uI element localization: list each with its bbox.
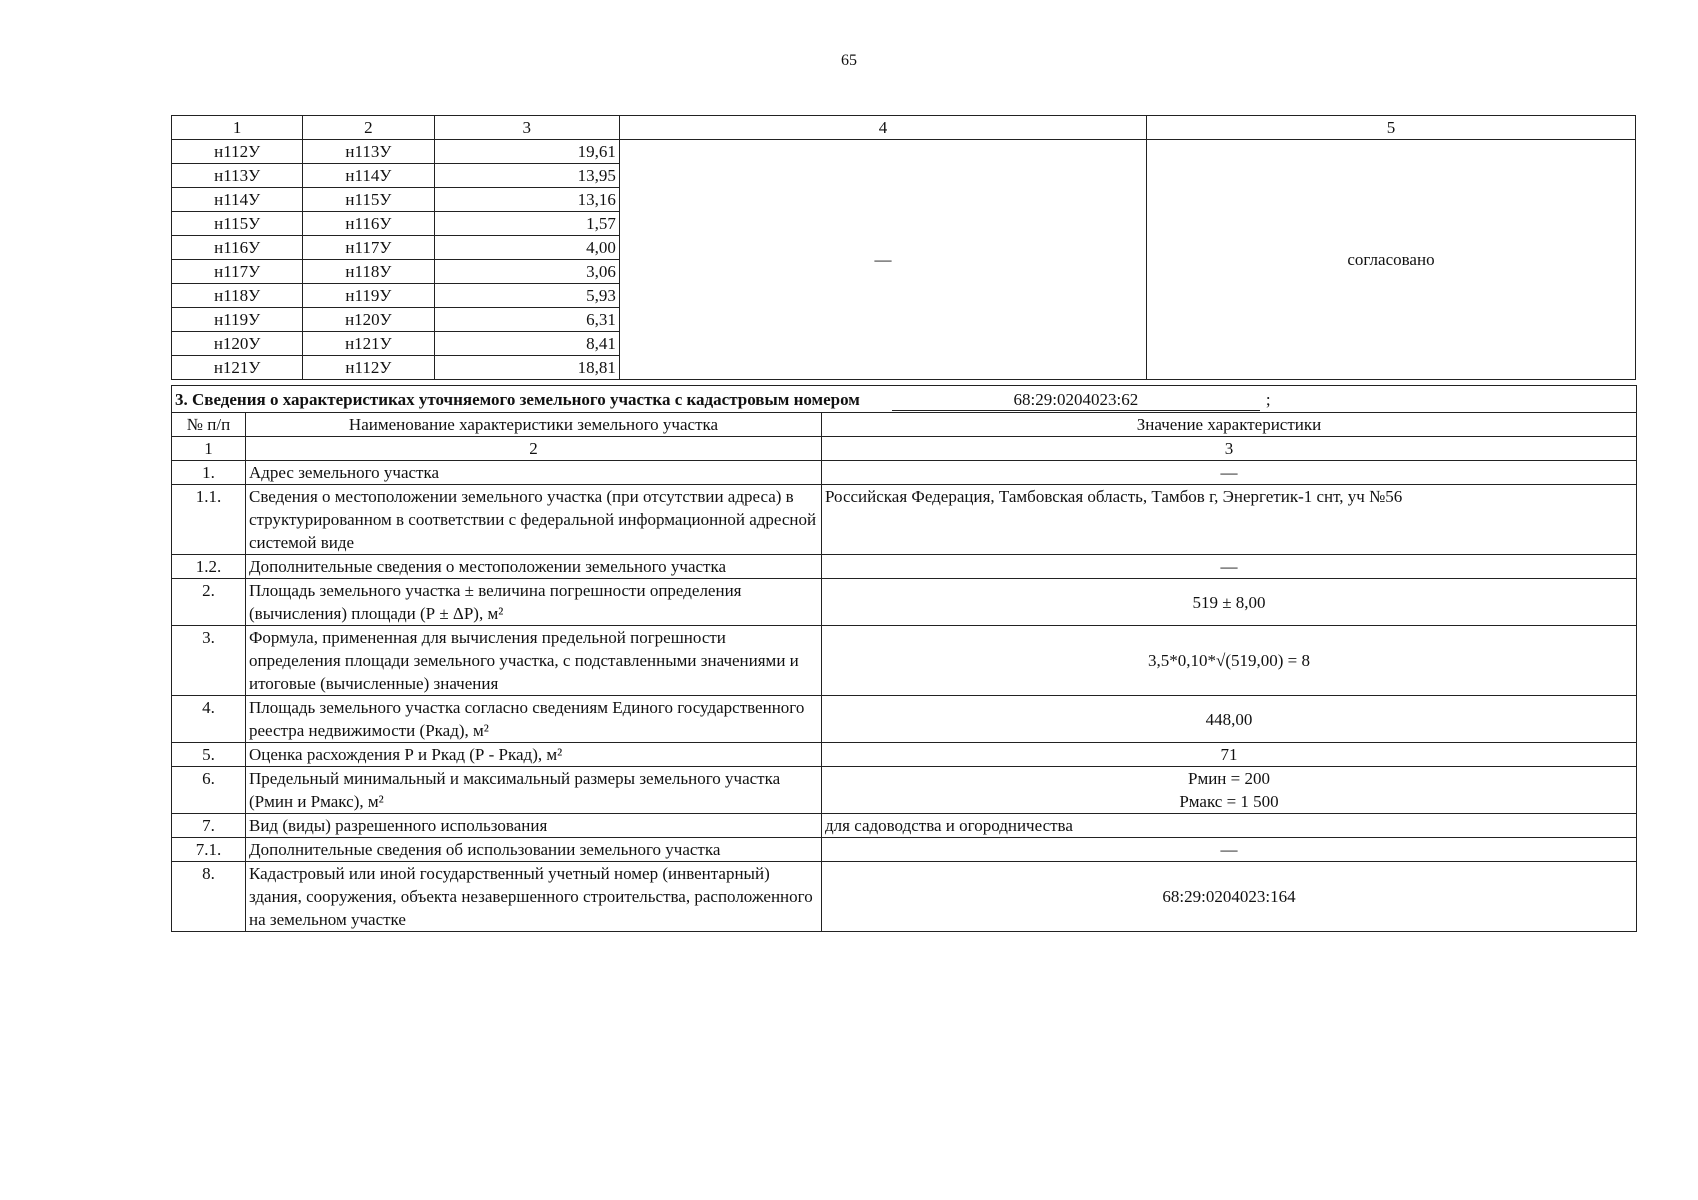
column-4-value: — <box>619 140 1146 380</box>
column-number: 1 <box>172 116 303 140</box>
characteristic-value: 71 <box>822 743 1637 767</box>
section-heading <box>172 386 1637 413</box>
characteristic-name: Оценка расхождения Р и Ркад (Р - Ркад), м² <box>246 743 822 767</box>
segment-length: 19,61 <box>434 140 619 164</box>
characteristic-name: Дополнительные сведения об использовании земельного участка <box>246 838 822 862</box>
characteristic-value: для садоводства и огородничества <box>822 814 1637 838</box>
table-row <box>172 838 1637 862</box>
segment-length: 5,93 <box>434 284 619 308</box>
table-row <box>172 696 1637 743</box>
to-point: н121У <box>303 332 434 356</box>
from-point: н112У <box>172 140 303 164</box>
to-point: н118У <box>303 260 434 284</box>
characteristic-name: Предельный минимальный и максимальный размеры земельного участка (Рмин и Рмакс), м² <box>246 767 822 814</box>
table-row <box>172 461 1637 485</box>
row-number: 2. <box>172 579 246 626</box>
segment-length: 13,16 <box>434 188 619 212</box>
max-size-value: Рмакс = 1 500 <box>1179 792 1279 811</box>
from-point: н114У <box>172 188 303 212</box>
segment-length: 13,95 <box>434 164 619 188</box>
from-point: н113У <box>172 164 303 188</box>
boundary-parts-table <box>171 115 1636 380</box>
name-header: Наименование характеристики земельного участка <box>246 413 822 437</box>
characteristic-value: Российская Федерация, Тамбовская область, Тамбов г, Энергетик-1 снт, уч №56 <box>822 485 1637 555</box>
to-point: н112У <box>303 356 434 380</box>
from-point: н119У <box>172 308 303 332</box>
value-header: Значение характеристики <box>822 413 1637 437</box>
characteristic-value: 519 ± 8,00 <box>822 579 1637 626</box>
row-number: 6. <box>172 767 246 814</box>
column-number: 5 <box>1146 116 1635 140</box>
table-row <box>172 743 1637 767</box>
characteristic-value: — <box>822 555 1637 579</box>
segment-length: 3,06 <box>434 260 619 284</box>
to-point: н113У <box>303 140 434 164</box>
row-number: 1. <box>172 461 246 485</box>
row-number: 7.1. <box>172 838 246 862</box>
num-header: № п/п <box>172 413 246 437</box>
characteristic-value <box>822 767 1637 814</box>
from-point: н116У <box>172 236 303 260</box>
table-row <box>172 626 1637 696</box>
table-row <box>172 579 1637 626</box>
to-point: н117У <box>303 236 434 260</box>
characteristic-name: Вид (виды) разрешенного использования <box>246 814 822 838</box>
characteristic-name: Адрес земельного участка <box>246 461 822 485</box>
to-point: н120У <box>303 308 434 332</box>
characteristic-value: 3,5*0,10*√(519,00) = 8 <box>822 626 1637 696</box>
column-number: 2 <box>303 116 434 140</box>
segment-length: 8,41 <box>434 332 619 356</box>
column-number: 4 <box>619 116 1146 140</box>
segment-length: 6,31 <box>434 308 619 332</box>
characteristic-name: Дополнительные сведения о местоположении земельного участка <box>246 555 822 579</box>
characteristic-value: 448,00 <box>822 696 1637 743</box>
column-number: 2 <box>246 437 822 461</box>
characteristic-value: — <box>822 461 1637 485</box>
row-number: 5. <box>172 743 246 767</box>
heading-suffix: ; <box>1265 389 1271 409</box>
table-row <box>172 767 1637 814</box>
column-number: 3 <box>434 116 619 140</box>
cadastral-number: 68:29:0204023:62 <box>892 390 1260 411</box>
row-number: 4. <box>172 696 246 743</box>
table-row <box>172 862 1637 932</box>
approval-status: согласовано <box>1146 140 1635 380</box>
to-point: н115У <box>303 188 434 212</box>
table-header-row <box>172 116 1636 140</box>
min-size-value: Рмин = 200 <box>1188 769 1270 788</box>
from-point: н117У <box>172 260 303 284</box>
to-point: н119У <box>303 284 434 308</box>
from-point: н118У <box>172 284 303 308</box>
characteristic-name: Площадь земельного участка согласно сведениям Единого государственного реестра недвижимости (Ркад), м² <box>246 696 822 743</box>
characteristic-value: — <box>822 838 1637 862</box>
row-number: 3. <box>172 626 246 696</box>
characteristic-name: Кадастровый или иной государственный учетный номер (инвентарный) здания, сооружения, объекта незавершенного строительства, расположенного на земельном участке <box>246 862 822 932</box>
to-point: н116У <box>303 212 434 236</box>
from-point: н115У <box>172 212 303 236</box>
characteristic-name: Площадь земельного участка ± величина погрешности определения (вычисления) площади (Р ± ΔР), м² <box>246 579 822 626</box>
characteristic-value: 68:29:0204023:164 <box>822 862 1637 932</box>
table-row <box>172 555 1637 579</box>
table-row <box>172 140 1636 164</box>
segment-length: 18,81 <box>434 356 619 380</box>
from-point: н121У <box>172 356 303 380</box>
page-number: 65 <box>841 52 857 69</box>
table-row <box>172 814 1637 838</box>
segment-length: 1,57 <box>434 212 619 236</box>
row-number: 1.1. <box>172 485 246 555</box>
row-number: 8. <box>172 862 246 932</box>
section-title: 3. Сведения о характеристиках уточняемого земельного участка с кадастровым номером <box>175 389 860 409</box>
segment-length: 4,00 <box>434 236 619 260</box>
characteristic-name: Сведения о местоположении земельного участка (при отсутствии адреса) в структурированном в соответствии с федеральной информационной адресной системой виде <box>246 485 822 555</box>
section-heading-row <box>172 386 1637 413</box>
table-header-row <box>172 413 1637 437</box>
column-number-row <box>172 437 1637 461</box>
to-point: н114У <box>303 164 434 188</box>
characteristic-name: Формула, примененная для вычисления предельной погрешности определения площади земельного участка, с подставленными значениями и итоговые (вычисленные) значения <box>246 626 822 696</box>
column-number: 1 <box>172 437 246 461</box>
parcel-characteristics-table <box>171 385 1637 932</box>
from-point: н120У <box>172 332 303 356</box>
row-number: 7. <box>172 814 246 838</box>
column-number: 3 <box>822 437 1637 461</box>
table-row <box>172 485 1637 555</box>
row-number: 1.2. <box>172 555 246 579</box>
